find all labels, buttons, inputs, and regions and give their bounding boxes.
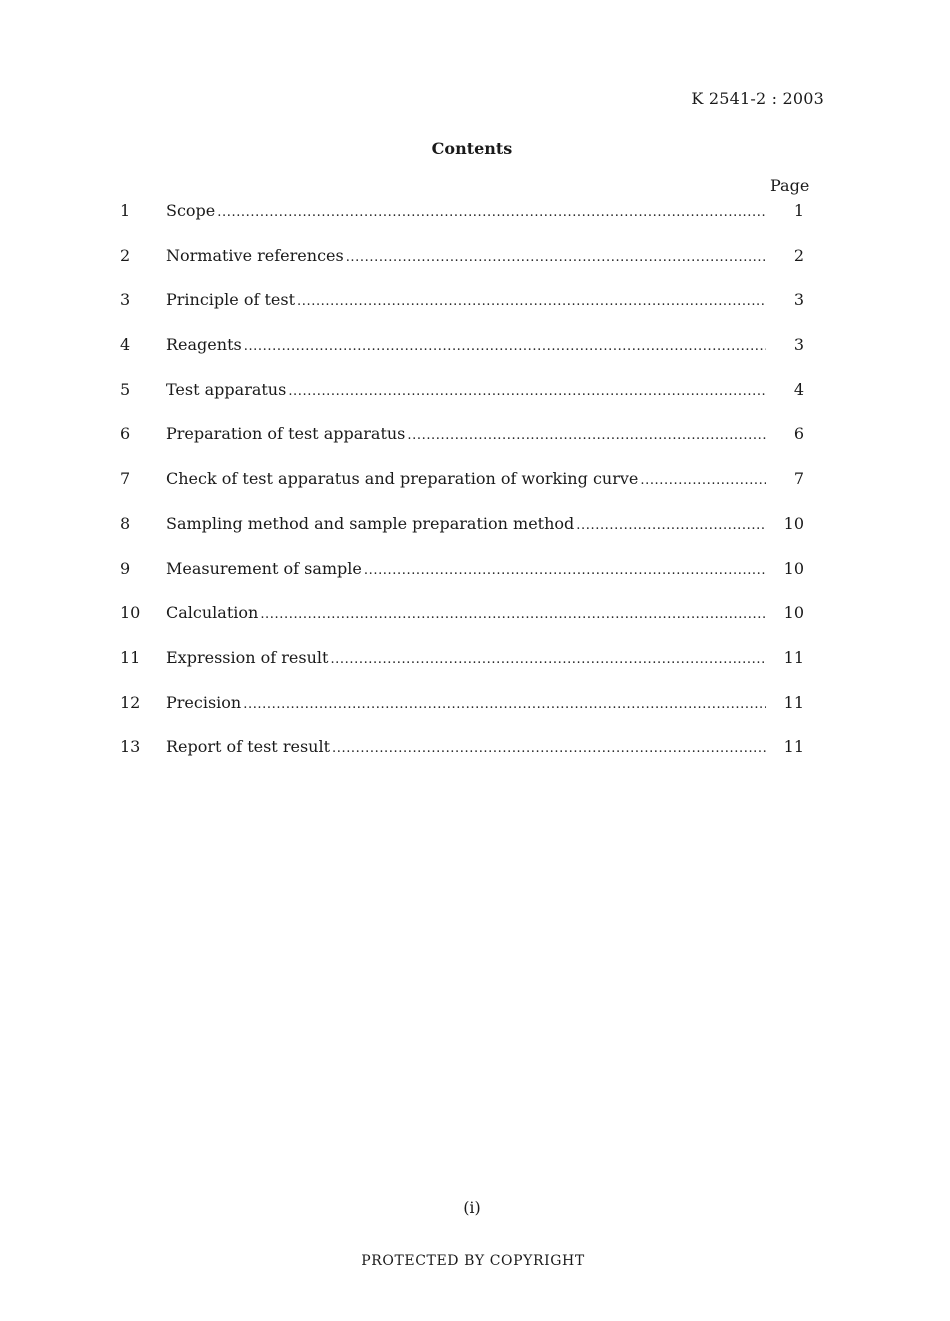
toc-dot-leader bbox=[244, 339, 766, 354]
toc-entry-page: 10 bbox=[783, 513, 804, 533]
toc-entry-number: 2 bbox=[120, 245, 131, 265]
toc-entry bbox=[0, 693, 950, 738]
toc-entry-line bbox=[166, 246, 766, 265]
toc-entry-title: Report of test result bbox=[166, 737, 330, 757]
toc-entry-line bbox=[166, 648, 766, 667]
toc-entry-line bbox=[166, 737, 766, 756]
toc-dot-leader bbox=[346, 250, 766, 265]
toc-entry bbox=[0, 514, 950, 559]
toc-entry-title: Test apparatus bbox=[166, 379, 287, 399]
toc-entry-title: Sampling method and sample preparation method bbox=[166, 513, 575, 533]
toc-entry-title: Expression of result bbox=[166, 647, 329, 667]
toc-entry-number: 4 bbox=[120, 335, 131, 355]
toc-entry-number: 10 bbox=[120, 603, 141, 623]
toc-entry-line bbox=[166, 469, 766, 488]
toc-entry-line bbox=[166, 290, 766, 309]
toc-entry bbox=[0, 648, 950, 693]
toc-entry-number: 11 bbox=[120, 647, 141, 667]
toc-entry-line bbox=[166, 201, 766, 220]
toc-entry-page: 10 bbox=[783, 603, 804, 623]
toc-dot-leader bbox=[330, 652, 766, 667]
toc-entry-number: 13 bbox=[120, 737, 141, 757]
toc-entry bbox=[0, 290, 950, 335]
table-of-contents bbox=[0, 201, 950, 782]
toc-entry-page: 7 bbox=[793, 469, 804, 489]
toc-entry-line bbox=[166, 514, 766, 533]
toc-entry bbox=[0, 559, 950, 604]
toc-entry-page: 6 bbox=[793, 424, 804, 444]
toc-entry-number: 3 bbox=[120, 290, 131, 310]
toc-entry-title: Precision bbox=[166, 692, 242, 712]
toc-dot-leader bbox=[217, 205, 766, 220]
toc-entry-line bbox=[166, 335, 766, 354]
contents-title: Contents bbox=[431, 139, 513, 158]
toc-entry-number: 12 bbox=[120, 692, 141, 712]
toc-entry-page: 4 bbox=[793, 379, 804, 399]
toc-entry-number: 8 bbox=[120, 513, 131, 533]
toc-dot-leader bbox=[297, 294, 766, 309]
toc-entry bbox=[0, 201, 950, 246]
toc-entry-page: 11 bbox=[783, 737, 804, 757]
toc-entry-title: Calculation bbox=[166, 603, 259, 623]
toc-entry-line bbox=[166, 424, 766, 443]
page-column-label: Page bbox=[770, 176, 810, 195]
toc-dot-leader bbox=[407, 428, 766, 443]
toc-entry-title: Reagents bbox=[166, 335, 242, 355]
toc-entry-page: 10 bbox=[783, 558, 804, 578]
toc-entry-page: 11 bbox=[783, 692, 804, 712]
toc-entry-title: Measurement of sample bbox=[166, 558, 362, 578]
toc-entry bbox=[0, 737, 950, 782]
toc-entry-number: 1 bbox=[120, 201, 131, 220]
toc-entry-page: 2 bbox=[793, 245, 804, 265]
toc-dot-leader bbox=[640, 473, 766, 488]
toc-entry-page: 3 bbox=[793, 290, 804, 310]
toc-entry-line bbox=[166, 693, 766, 712]
toc-dot-leader bbox=[364, 563, 766, 578]
toc-entry bbox=[0, 469, 950, 514]
toc-entry-line bbox=[166, 559, 766, 578]
roman-page-number: (i) bbox=[463, 1198, 481, 1217]
toc-dot-leader bbox=[576, 518, 766, 533]
toc-dot-leader bbox=[332, 741, 766, 756]
toc-entry bbox=[0, 335, 950, 380]
toc-entry-page: 3 bbox=[793, 335, 804, 355]
toc-entry-title: Scope bbox=[166, 201, 216, 220]
toc-dot-leader bbox=[243, 697, 766, 712]
toc-entry-number: 7 bbox=[120, 469, 131, 489]
toc-entry-number: 9 bbox=[120, 558, 131, 578]
toc-entry-page: 11 bbox=[783, 647, 804, 667]
toc-entry-line bbox=[166, 380, 766, 399]
toc-dot-leader bbox=[288, 384, 766, 399]
copyright-notice: PROTECTED BY COPYRIGHT bbox=[361, 1253, 585, 1269]
toc-entry-title: Check of test apparatus and preparation of working curve bbox=[166, 469, 639, 489]
toc-entry bbox=[0, 380, 950, 425]
toc-entry bbox=[0, 246, 950, 291]
toc-entry bbox=[0, 603, 950, 648]
toc-entry-page: 1 bbox=[793, 201, 804, 220]
toc-entry bbox=[0, 424, 950, 469]
standard-number: K 2541-2 : 2003 bbox=[691, 89, 824, 108]
toc-entry-title: Preparation of test apparatus bbox=[166, 424, 406, 444]
toc-entry-number: 6 bbox=[120, 424, 131, 444]
toc-entry-title: Normative references bbox=[166, 245, 344, 265]
toc-entry-title: Principle of test bbox=[166, 290, 296, 310]
toc-dot-leader bbox=[260, 607, 766, 622]
toc-entry-number: 5 bbox=[120, 379, 131, 399]
toc-entry-line bbox=[166, 603, 766, 622]
